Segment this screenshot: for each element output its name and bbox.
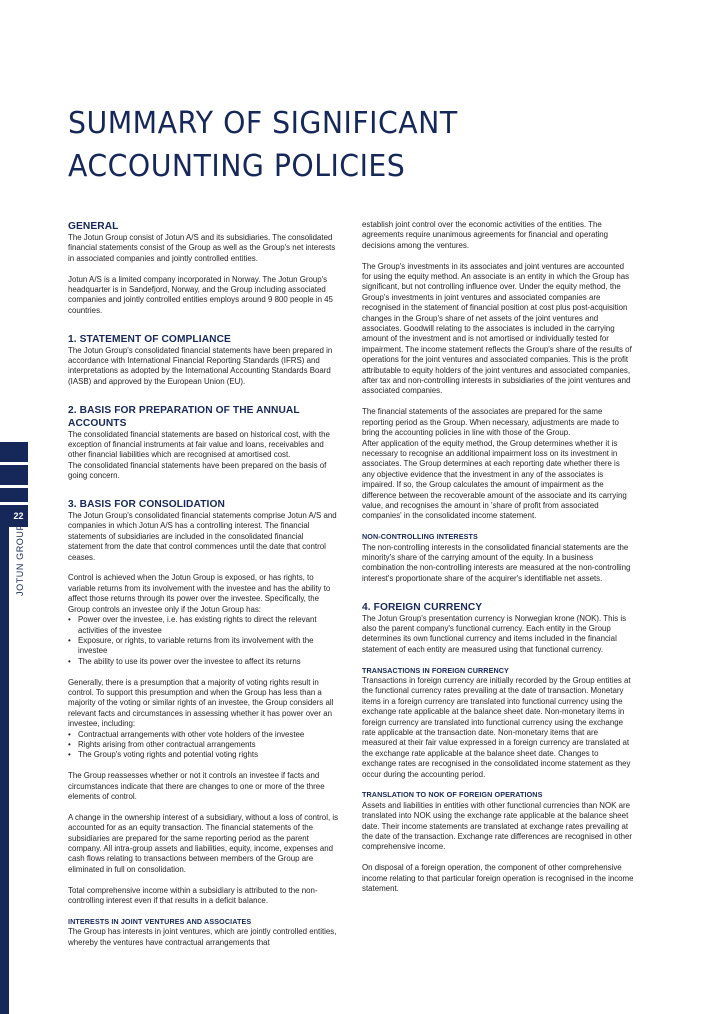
paragraph: Jotun A/S is a limited company incorporated in Norway. The Jotun Group's headquarter is in Sandefjord, Norway, and the Group including associated companies and jointly controlled entities employs around 9 800 people in 45 countries. [68, 274, 333, 315]
subsection-heading: NON-CONTROLLING INTERESTS [362, 532, 478, 542]
list-item: • Power over the investee, i.e. has existing rights to direct the relevant activities of the investee [78, 615, 340, 636]
paragraph: The Group reassesses whether or not it controls an investee if facts and circumstances indicate that there are changes to one or more of the three elements of control. [68, 771, 325, 801]
section-heading: 4. FOREIGN CURRENCY [362, 601, 483, 613]
section-heading: GENERAL [68, 221, 119, 232]
bullet-list [68, 615, 340, 667]
page-title [68, 102, 626, 188]
paragraph: Control is achieved when the Jotun Group is exposed, or has rights, to variable returns from its involvement with the investee and has the ability to affect those returns through its power over the investee. Specifically, the Group controls an investee only if the Jotun Group has: [68, 573, 331, 614]
section-heading: 1. STATEMENT OF COMPLIANCE [68, 333, 231, 345]
sidebar-bar [0, 505, 9, 1014]
paragraph: The Group has interests in joint ventures, which are jointly controlled entities, whereby the ventures have contractual arrangements that [68, 927, 337, 947]
paragraph: The Group's investments in its associates and joint ventures are accounted for using the equity method. An associate is an entity in which the Group has significant, but not controlling influence over. Under the equity method, the Group's investments in joint ventures and associated companies are recognised in the statement of financial position at cost plus post-acquisition changes in the Group's share of net assets of the joint ventures and associates. Goodwill relating to the associates is included in the carrying amount of the investment and is not amortised or individually tested for impairment. The income statement reflects the Group's share of the results of operations for the joint ventures and associated companies. This is the profit attributable to equity holders of the joint ventures and associated companies, after tax and non-controlling interests in subsidiaries of the joint ventures and associated companies. [362, 261, 632, 396]
paragraph: The Jotun Group's presentation currency is Norwegian krone (NOK). This is also the parent company's functional currency. Each entity in the Group determines its own functional currency and items included in the financial statement of each entity are measured using that functional currency. [362, 613, 627, 654]
sidebar-tab [0, 465, 28, 485]
paragraph: The consolidated financial statements have been prepared on the basis of going concern. [68, 460, 327, 481]
paragraph: After application of the equity method, the Group determines whether it is necessary to recognise an additional impairment loss on its investment in associates. The Group determines at each reporting date whether there is any objective evidence that the investment in any of the associates is impaired. If so, the Group calculates the amount of impairment as the difference between the recoverable amount of the associate and its carrying value, and recognises the amount in 'share of profit from associated companies' in the consolidated income statement. [362, 438, 627, 521]
bullet-list [68, 730, 340, 761]
paragraph: A change in the ownership interest of a subsidiary, without a loss of control, is accounted for as an equity transaction. The financial statements of the subsidiaries are prepared for the same reporting period as the parent company. All intra-group assets and liabilities, equity, income, expenses and cash flows relating to transactions between members of the Group are eliminated in full on consolidation. [68, 812, 339, 874]
paragraph: Total comprehensive income within a subsidiary is attributed to the non-controlling interest even if that results in a deficit balance. [68, 885, 318, 906]
paragraph: The non-controlling interests in the consolidated financial statements are the minority's share of the carrying amount of the equity. In a business combination the non-controlling interests are measured at the non-controlling interest's proportionate share of the acquirer's identifiable net assets. [362, 542, 631, 583]
paragraph: The consolidated financial statements are based on historical cost, with the exception of financial instruments at fair value and loans, receivables and other financial liabilities which are recognised at amortised cost. [68, 429, 330, 460]
list-item: • Rights arising from other contractual arrangements [78, 740, 340, 750]
subsection-heading: INTERESTS IN JOINT VENTURES AND ASSOCIATES [68, 916, 252, 926]
list-item: • Exposure, or rights, to variable returns from its involvement with the investee [78, 636, 340, 657]
paragraph: Assets and liabilities in entities with other functional currencies than NOK are translated into NOK using the exchange rate applicable at the balance sheet date. Their income statements are translated at exchange rates prevailing at the date of the transaction. Exchange rate differences are recognised in other comprehensive income. [362, 800, 633, 852]
list-item: • Contractual arrangements with other vote holders of the investee [78, 730, 340, 740]
left-column [68, 220, 340, 948]
sidebar-tab [0, 442, 28, 462]
right-column [362, 220, 634, 905]
list-item: • The ability to use its power over the investee to affect its returns [78, 657, 340, 667]
paragraph: The Jotun Group's consolidated financial statements have been prepared in accordance with International Financial Reporting Standards (IFRS) and interpretations as adopted by the International Accounting Standards Board (IASB) and approved by the European Union (EU). [68, 345, 333, 386]
section-heading: 2. BASIS FOR PREPARATION OF THE ANNUAL ACCOUNTS [68, 404, 300, 429]
paragraph: Generally, there is a presumption that a majority of voting rights result in control. To support this presumption and when the Group has less than a majority of the voting or similar rights of an investee, the Group considers all relevant facts and circumstances in assessing whether it has power over an investee, including: [68, 677, 334, 729]
paragraph: Transactions in foreign currency are initially recorded by the Group entities at the functional currency rates prevailing at the date of transaction. Monetary items in a foreign currency are translated into functional currency using the exchange rate applicable at the balance sheet date. Non-monetary items in foreign currency are translated into functional currency using the exchange rate applicable at the transaction date. Non-monetary items that are measured at their fair value expressed in a foreign currency are translated at the exchange rate applicable at the balance sheet date. Changes to exchange rates are recognised in the consolidated income statement as they occur during the accounting period. [362, 675, 631, 779]
paragraph: The Jotun Group consist of Jotun A/S and its subsidiaries. The consolidated financial statements consist of the Group as well as the Group's net interests in associated companies and jointly controlled entities. [68, 233, 336, 263]
list-item: • The Group's voting rights and potential voting rights [78, 750, 340, 760]
subsection-heading: TRANSACTIONS IN FOREIGN CURRENCY [362, 665, 509, 675]
subsection-heading: TRANSLATION TO NOK OF FOREIGN OPERATIONS [362, 790, 543, 800]
page-title-line-1: SUMMARY OF SIGNIFICANT [68, 106, 458, 141]
company-label: JOTUN GROUP [15, 523, 25, 596]
paragraph: The financial statements of the associates are prepared for the same reporting period as the Group. When necessary, adjustments are made to bring the accounting policies in line with those of the Group. [362, 407, 619, 438]
paragraph: On disposal of a foreign operation, the component of other comprehensive income relating to that particular foreign operation is recognised in the income statement. [362, 863, 634, 894]
paragraph: establish joint control over the economic activities of the entities. The agreements require unanimous agreements for financial and operating decisions among the ventures. [362, 220, 609, 250]
section-heading: 3. BASIS FOR CONSOLIDATION [68, 499, 225, 511]
paragraph: The Jotun Group's consolidated financial statements comprise Jotun A/S and companies in which Jotun A/S has a controlling interest. The financial statements of subsidiaries are included in the consolidated financial statement from the date that control commences until the date that control ceases. [68, 511, 337, 562]
page-number: 22 [9, 505, 28, 527]
page-title-line-2: ACCOUNTING POLICIES [68, 149, 406, 184]
